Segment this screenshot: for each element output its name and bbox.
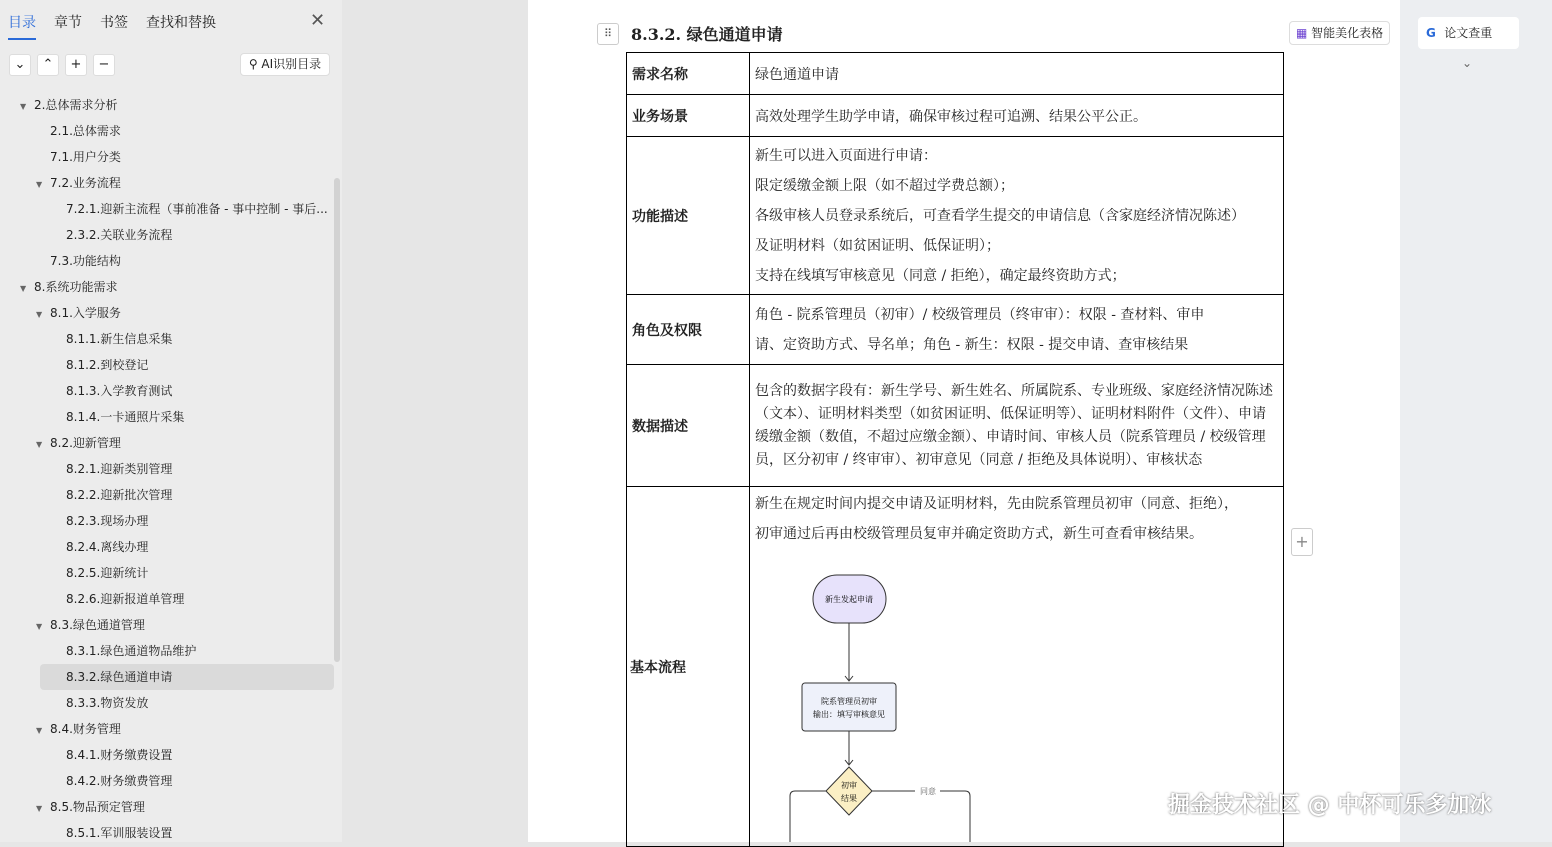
caret-down-icon[interactable]: ▼: [36, 310, 43, 319]
tab-1[interactable]: 章节: [54, 15, 82, 31]
text-line: 新生在规定时间内提交申请及证明材料，先由院系管理员初审（同意、拒绝），: [755, 496, 1238, 512]
decision-node: [826, 767, 872, 815]
toc-item-label: 8.3.1.绿色通道物品维护: [66, 644, 197, 658]
toc-sidebar: [0, 0, 342, 842]
toc-item-label: 8.2.3.现场办理: [66, 514, 149, 528]
toc-item[interactable]: [0, 326, 334, 352]
toc-item-label: 8.4.2.财务缴费管理: [66, 774, 173, 788]
row-key: 功能描述: [627, 137, 750, 295]
toc-item[interactable]: [0, 274, 334, 300]
toc-item[interactable]: [0, 92, 334, 118]
chevron-down-icon[interactable]: ⌄: [1462, 56, 1473, 70]
add-level-button[interactable]: +: [65, 54, 87, 76]
caret-down-icon[interactable]: ▼: [36, 180, 43, 189]
row-value: [750, 295, 1284, 365]
caret-down-icon[interactable]: ▼: [20, 284, 27, 293]
toc-item-label: 8.2.1.迎新类别管理: [66, 462, 173, 476]
text-line: 限定缓缴金额上限（如不超过学费总额）；: [755, 177, 1014, 194]
toc-item-label: 2.3.2.关联业务流程: [66, 228, 173, 242]
tab-2[interactable]: 书签: [100, 15, 128, 31]
toc-item[interactable]: [0, 404, 334, 430]
start-label: 新生发起申请: [825, 595, 873, 604]
toc-item-label: 8.2.迎新管理: [50, 436, 121, 450]
plagiarism-check-button[interactable]: G 论文查重: [1418, 17, 1519, 49]
toc-item[interactable]: [0, 690, 334, 716]
toc-item-label: 8.3.2.绿色通道申请: [66, 670, 173, 684]
caret-down-icon[interactable]: ▼: [36, 726, 43, 735]
toc-item-label: 8.2.6.迎新报道单管理: [66, 592, 185, 606]
toc-item-label: 8.3.绿色通道管理: [50, 618, 145, 632]
ai-icon: ⚲: [248, 57, 262, 71]
text-line: 角色 - 院系管理员（初审）/ 校级管理员（终审审）：权限 - 查材料、审申: [755, 306, 1205, 323]
toc-item[interactable]: [40, 664, 334, 690]
toc-item-label: 8.1.2.到校登记: [66, 358, 149, 372]
toc-item[interactable]: [0, 638, 334, 664]
text-line: 初审通过后再由校级管理员复审并确定资助方式，新生可查看审核结果。: [755, 526, 1203, 542]
decision-label: 结果: [841, 794, 857, 803]
toc-item-label: 8.1.3.入学教育测试: [66, 384, 173, 398]
drag-handle-icon[interactable]: ⠿: [597, 23, 619, 45]
toc-item[interactable]: [0, 456, 334, 482]
toc-item[interactable]: [0, 378, 334, 404]
watermark: 掘金技术社区 @ 中杯可乐多加冰: [1168, 793, 1492, 818]
remove-level-button[interactable]: −: [93, 54, 115, 76]
toc-item[interactable]: [0, 742, 334, 768]
table-icon: ▦: [1296, 26, 1312, 40]
add-row-button[interactable]: +: [1291, 528, 1313, 556]
caret-down-icon[interactable]: ▼: [36, 440, 43, 449]
review-label: 院系管理员初审: [821, 697, 877, 706]
toc-item-label: 8.2.2.迎新批次管理: [66, 488, 173, 502]
toc-item[interactable]: [0, 430, 334, 456]
toc-item-label: 8.5.1.军训服装设置: [66, 826, 173, 840]
text-line: 支持在线填写审核意见（同意 / 拒绝），确定最终资助方式；: [755, 267, 1126, 284]
flowchart: [750, 560, 1150, 842]
toc-item[interactable]: [0, 222, 334, 248]
toc-item[interactable]: [0, 768, 334, 794]
toc-item-label: 8.2.5.迎新统计: [66, 566, 149, 580]
toc-item[interactable]: [0, 170, 334, 196]
ai-toc-button[interactable]: ⚲ AI识别目录: [240, 53, 330, 76]
toc-item-label: 8.4.1.财务缴费设置: [66, 748, 173, 762]
toc-item-label: 7.2.1.迎新主流程（事前准备 - 事中控制 - 事后...: [66, 202, 328, 216]
toc-item[interactable]: [0, 248, 334, 274]
expand-up-button[interactable]: ⌃: [37, 54, 59, 76]
text-line: 请、定资助方式、导名单；角色 - 新生：权限 - 提交申请、查审核结果: [755, 336, 1189, 353]
toc-item[interactable]: [0, 118, 334, 144]
beautify-table-button[interactable]: ▦ 智能美化表格: [1289, 21, 1390, 45]
collapse-all-button[interactable]: ⌄: [9, 54, 31, 76]
toc-item-label: 2.总体需求分析: [34, 98, 118, 112]
row-key: 业务场景: [627, 95, 750, 137]
toc-item-label: 8.2.4.离线办理: [66, 540, 149, 554]
toc-item-label: 7.1.用户分类: [50, 150, 121, 164]
toc-item[interactable]: [0, 508, 334, 534]
decision-label: 初审: [841, 781, 857, 790]
toc-item[interactable]: [0, 144, 334, 170]
row-value: 包含的数据字段有：新生学号、新生姓名、所属院系、专业班级、家庭经济情况陈述（文本）、证明材料类型（如贫困证明、低保证明等）、证明材料附件（文件）、申请缓缴金额（数值，不超过应缴金额）、申请时间、审核人员（院系管理员 / 校级管理员，区分初审 / 终审审）、初审意见（同意 / 拒绝及具体说明）、审核状态: [750, 365, 1284, 487]
toc-item-label: 8.4.财务管理: [50, 722, 121, 736]
check-icon: G: [1426, 26, 1445, 40]
row-key: 基本流程: [627, 487, 750, 847]
tab-3[interactable]: 查找和替换: [146, 15, 216, 31]
toc-item[interactable]: [0, 612, 334, 638]
tab-0[interactable]: 目录: [8, 12, 36, 40]
toc-item[interactable]: [0, 534, 334, 560]
row-value: [750, 137, 1284, 295]
toc-item-label: 2.1.总体需求: [50, 124, 121, 138]
toc-item[interactable]: [0, 820, 334, 846]
toc-item-label: 8.1.1.新生信息采集: [66, 332, 173, 346]
toc-item-label: 7.3.功能结构: [50, 254, 121, 268]
text-line: 各级审核人员登录系统后，可查看学生提交的申请信息（含家庭经济情况陈述）: [755, 207, 1245, 224]
toc-item[interactable]: [0, 716, 334, 742]
agree-label: 同意: [920, 787, 936, 796]
toc-item[interactable]: [0, 300, 334, 326]
toc-item-label: 8.系统功能需求: [34, 280, 118, 294]
review-node: [802, 683, 896, 731]
toc-item-label: 8.1.4.一卡通照片采集: [66, 410, 185, 424]
toc-item-label: 8.5.物品预定管理: [50, 800, 145, 814]
close-icon[interactable]: ✕: [310, 10, 326, 31]
toc-item-label: 8.1.入学服务: [50, 306, 121, 320]
section-heading: 8.3.2. 绿色通道申请: [631, 25, 783, 44]
text-line: 及证明材料（如贫困证明、低保证明）；: [755, 237, 1000, 254]
toc-item[interactable]: [0, 196, 334, 222]
toc-tree: [0, 92, 334, 846]
toc-item[interactable]: [0, 560, 334, 586]
row-key: 数据描述: [627, 365, 750, 487]
caret-down-icon[interactable]: ▼: [20, 102, 27, 111]
toc-item[interactable]: [0, 586, 334, 612]
row-key: 角色及权限: [627, 295, 750, 365]
row-key: 需求名称: [627, 53, 750, 95]
toc-item-label: 8.3.3.物资发放: [66, 696, 149, 710]
text-line: 新生可以进入页面进行申请：: [755, 147, 937, 164]
caret-down-icon[interactable]: ▼: [36, 804, 43, 813]
row-value: 高效处理学生助学申请，确保审核过程可追溯、结果公平公正。: [750, 95, 1284, 137]
caret-down-icon[interactable]: ▼: [36, 622, 43, 631]
review-output: 输出：填写审核意见: [813, 710, 885, 719]
right-panel: [1400, 0, 1552, 842]
row-value: 绿色通道申请: [750, 53, 1284, 95]
toc-item-label: 7.2.业务流程: [50, 176, 121, 190]
toc-item[interactable]: [0, 352, 334, 378]
scrollbar[interactable]: [334, 178, 340, 662]
toc-item[interactable]: [0, 482, 334, 508]
toc-item[interactable]: [0, 794, 334, 820]
